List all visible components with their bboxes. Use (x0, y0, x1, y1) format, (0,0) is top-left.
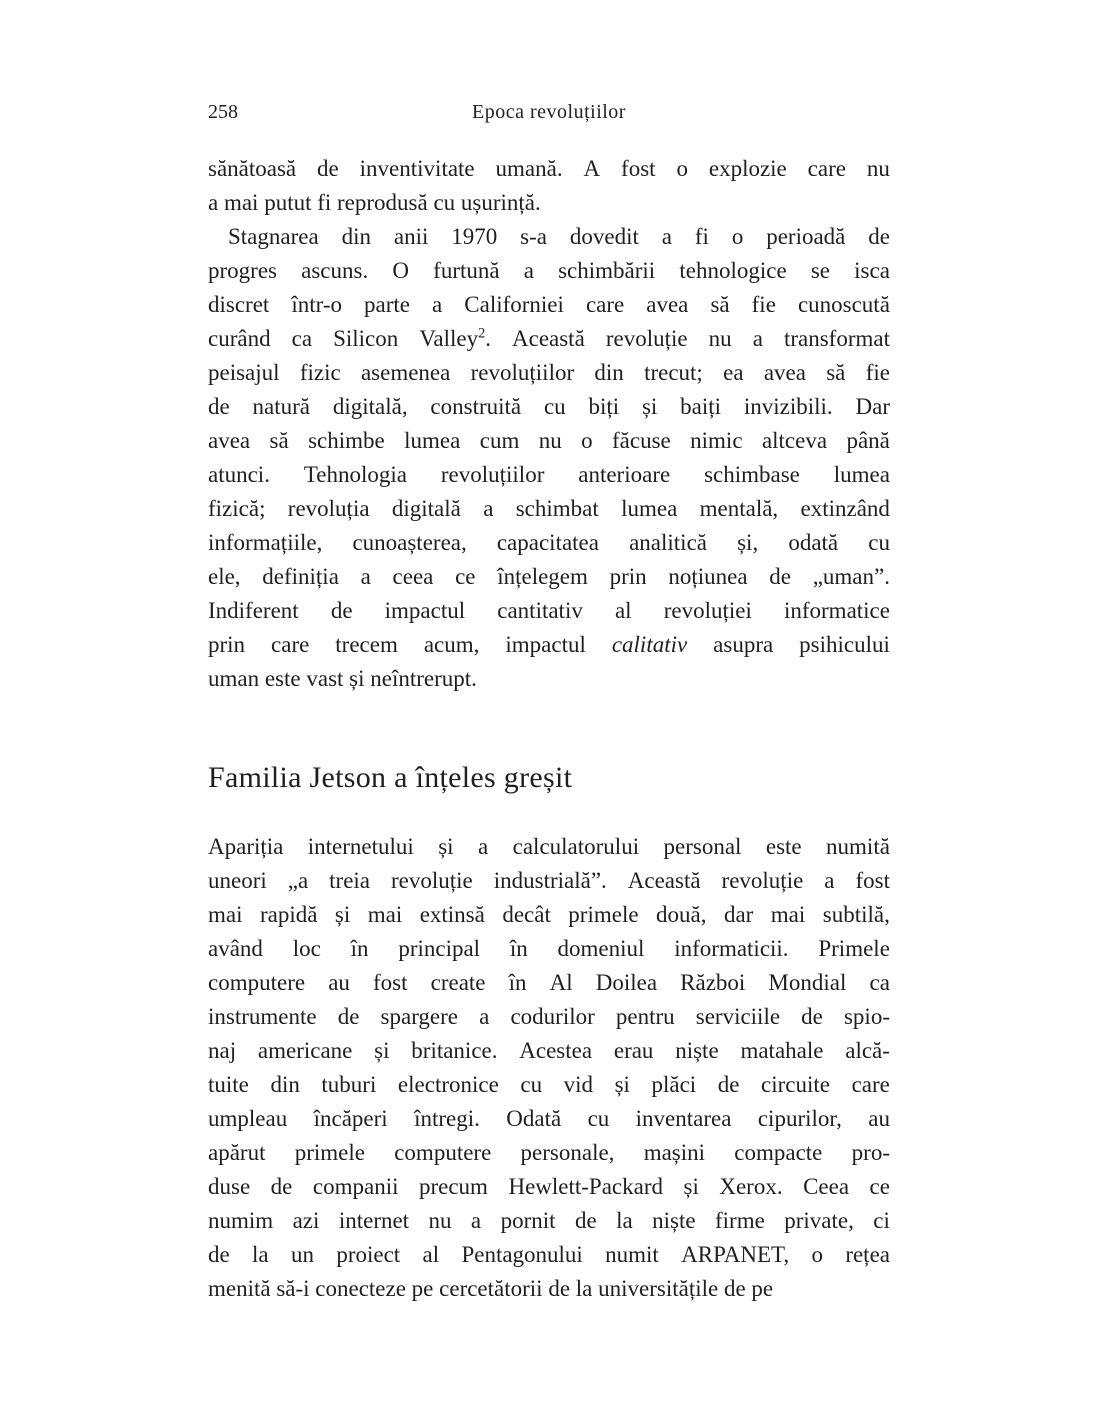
text-line: având loc în principal în domeniul informaticii. Primele (208, 936, 890, 961)
text-line: Apariția internetului și a calculatorului personal este numită (208, 834, 890, 859)
running-title: Epoca revoluțiilor (472, 101, 626, 123)
text-line: peisajul fizic asemenea revoluțiilor din trecut; ea avea să fie (208, 360, 890, 385)
text-line: progres ascuns. O furtună a schimbării tehnologice se isca (208, 258, 890, 283)
text-line: apărut primele computere personale, mașini compacte pro- (208, 1140, 890, 1165)
section-heading: Familia Jetson a înțeles greșit (208, 761, 573, 794)
paragraph (208, 152, 890, 220)
text-line: informațiile, cunoașterea, capacitatea analitică și, odată cu (208, 530, 890, 555)
text-line: sănătoasă de inventivitate umană. A fost o explozie care nu (208, 156, 890, 181)
text-line: ele, definiția a ceea ce înțelegem prin noțiunea de „uman”. (208, 564, 890, 589)
text-line: curând ca Silicon Valley$^2$. Această revoluție nu a transformat (208, 325, 890, 351)
text-line: umpleau încăperi întregi. Odată cu inventarea cipurilor, au (208, 1106, 890, 1131)
text-line: a mai putut fi reprodusă cu ușurință. (208, 190, 541, 215)
paragraph (208, 220, 890, 696)
text-line: atunci. Tehnologia revoluțiilor anterioare schimbase lumea (208, 462, 890, 487)
running-header (208, 100, 890, 124)
paragraph (208, 830, 890, 1306)
page-body (208, 152, 890, 1306)
text-line: uneori „a treia revoluție industrială”. Această revoluție a fost (208, 868, 890, 893)
text-line: tuite din tuburi electronice cu vid și plăci de circuite care (208, 1072, 890, 1097)
text-line: uman este vast și neîntrerupt. (208, 666, 477, 691)
text-line: prin care trecem acum, impactul calitativ asupra psihicului (208, 632, 890, 657)
text-line: Stagnarea din anii 1970 s-a dovedit a fi o perioadă de (228, 224, 890, 249)
text-line: Indiferent de impactul cantitativ al revoluției informatice (208, 598, 890, 623)
text-line: fizică; revoluția digitală a schimbat lumea mentală, extinzând (208, 496, 890, 521)
text-line: de la un proiect al Pentagonului numit ARPANET, o rețea (208, 1242, 890, 1267)
page-number: 258 (208, 101, 238, 123)
text-line: instrumente de spargere a codurilor pentru serviciile de spio- (208, 1004, 890, 1029)
text-line: avea să schimbe lumea cum nu o făcuse nimic altceva până (208, 428, 890, 453)
text-line: discret într-o parte a Californiei care avea să fie cunoscută (208, 292, 890, 317)
text-line: de natură digitală, construită cu biți și baiți invizibili. Dar (208, 394, 890, 419)
text-line: numim azi internet nu a pornit de la niște firme private, ci (208, 1208, 890, 1233)
text-line: menită să-i conecteze pe cercetătorii de la universitățile de pe (208, 1276, 774, 1301)
text-line: computere au fost create în Al Doilea Război Mondial ca (208, 970, 890, 995)
text-line: duse de companii precum Hewlett-Packard și Xerox. Ceea ce (208, 1174, 890, 1199)
text-line: mai rapidă și mai extinsă decât primele două, dar mai subtilă, (208, 902, 890, 927)
text-line: naj americane și britanice. Acestea erau niște matahale alcă- (208, 1038, 890, 1063)
